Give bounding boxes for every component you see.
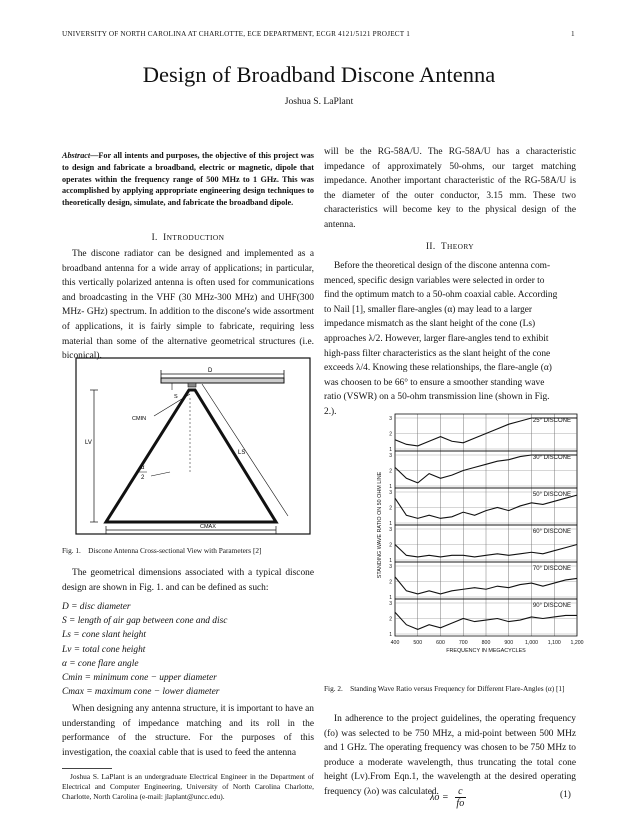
paper-author: Joshua S. LaPlant xyxy=(284,96,354,107)
label-d: D xyxy=(208,368,213,374)
theory-line: approaches λ/2. However, larger flare-angles tend to exhibit xyxy=(324,333,549,344)
theory-line: high-pass filter characteristics as the slant height of the cone xyxy=(324,348,551,359)
label-lv: LV xyxy=(85,440,92,446)
series-label: 50° DISCONE xyxy=(532,492,571,498)
theory-line: menced, specific design variables were selected in order to xyxy=(324,275,545,286)
series-label: 70° DISCONE xyxy=(532,566,571,572)
theory-line: Before the theoretical design of the discone antenna com- xyxy=(334,261,551,271)
x-tick-label: 1,100 xyxy=(547,640,561,646)
section-heading-theory xyxy=(324,241,576,251)
abstract-text: —For all intents and purposes, the objective of this project was to design and fabricate a broadband, electric or magnetic, dipole that operates within the frequency range of 500 MHz to 1 GHz. This was accomplished by applying appropriate engineering design techniques to theoretically design, simulate, and fabricate the broadband dipole. xyxy=(62,151,314,208)
y-tick-label: 2 xyxy=(389,579,392,586)
equation-fraction xyxy=(455,786,465,809)
figure-2-vswr-chart xyxy=(373,410,584,662)
y-axis-label: STANDING WAVE RATIO ON 50 OHM LINE xyxy=(377,471,383,579)
theory-line: was choosen to be 66° to ensure a smoother standing wave xyxy=(324,377,545,388)
y-tick-label: 1 xyxy=(389,632,392,638)
y-tick-label: 3 xyxy=(389,416,392,422)
y-tick-label: 1 xyxy=(389,447,392,453)
definition-item: Lv = total cone height xyxy=(62,644,146,655)
author-footnote: Joshua S. LaPlant is an undergraduate Electrical Engineer in the Department of Electrical and Computer Engineering, University of North Carolina Charlotte, Charlotte, North Carolina (e-mail: jlaplant@uncc.edu). xyxy=(62,772,314,801)
series-label: 30° DISCONE xyxy=(532,455,571,461)
paper-title: Design of Broadband Discone Antenna xyxy=(142,62,496,87)
theory-p2-text: In adherence to the project guidelines, the operating frequency (fo) was selected to be 750 MHz, a mid-point between 500 MHz and 1 GHz. The operating frequency was chosen to be 750 MHz to produce a moderate wavelength, thus truncating the total cone height (Lv).From Eqn.1, the wavelength at the desired operating frequency (λo) was calculated. xyxy=(324,714,576,797)
theory-line: exceeds λ/4. Knowing these relationships, the flare-angle (α) xyxy=(324,363,552,374)
theory-line: ratio (VSWR) on a 50-ohm transmission line (shown in Fig. xyxy=(324,392,550,403)
label-s: S xyxy=(174,394,178,400)
x-tick-label: 400 xyxy=(390,640,400,646)
intro-paragraph-2 xyxy=(62,566,314,595)
definition-item: S = length of air gap between cone and disc xyxy=(62,616,228,627)
definitions-list xyxy=(62,600,314,699)
figure-2-caption xyxy=(324,684,580,694)
cone xyxy=(106,390,276,522)
label-cmax: CMAX xyxy=(200,524,216,530)
disc xyxy=(161,378,284,383)
y-tick-label: 3 xyxy=(389,490,392,496)
definition-item: α = cone flare angle xyxy=(62,658,139,669)
y-tick-label: 3 xyxy=(389,453,392,459)
footnote-rule xyxy=(62,768,112,769)
y-tick-label: 2 xyxy=(389,616,392,623)
y-tick-label: 2 xyxy=(389,542,392,549)
intro-number: I. xyxy=(151,232,158,242)
x-tick-label: 800 xyxy=(481,640,491,646)
abstract-label: Abstract xyxy=(62,151,91,160)
figure-1-discone-diagram xyxy=(62,352,314,542)
label-ls: LS xyxy=(238,450,246,456)
series-label: 25° DISCONE xyxy=(532,418,571,424)
y-tick-label: 2 xyxy=(389,468,392,475)
equation-denominator: fo xyxy=(456,798,465,809)
equation-1 xyxy=(430,786,466,809)
series-label: 90° DISCONE xyxy=(532,603,571,609)
figure-1-caption xyxy=(62,546,314,556)
series-label: 60° DISCONE xyxy=(532,529,571,535)
equation-1-number: (1) xyxy=(560,790,571,800)
x-tick-label: 500 xyxy=(413,640,423,646)
equation-numerator: c xyxy=(455,786,465,798)
intro-first-letter: I xyxy=(163,232,167,242)
definition-item: Cmin = minimum cone − upper diameter xyxy=(62,673,217,684)
page-number: 1 xyxy=(571,30,575,38)
label-two: 2 xyxy=(141,475,145,481)
y-tick-label: 1 xyxy=(389,484,392,490)
theory-number: II. xyxy=(425,241,436,251)
feed-point xyxy=(188,383,196,387)
theory-line: find the optimum match to a 50-ohm coaxial cable. According xyxy=(324,290,558,301)
intro-p2-text: The geometrical dimensions associated with a typical discone design are shown in Fig. 1. and can be defined as such: xyxy=(62,568,314,593)
x-tick-label: 1,000 xyxy=(525,640,538,646)
right-p0-text: will be the RG-58A/U. The RG-58A/U has a characteristic impedance of approximately 50-ohms, our target matching impedance. Another important characteristic of the RG-58A/U is the diameter of the outer conductor, 3.15 mm. These two characteristics will become key to the physical design of the antenna. xyxy=(324,147,576,230)
y-tick-label: 3 xyxy=(389,564,392,570)
theory-paragraph-1 xyxy=(324,259,576,420)
y-tick-label: 2 xyxy=(389,431,392,438)
x-tick-label: 1,200 xyxy=(570,640,584,646)
theory-line: to Nail [1], smaller flare-angles (α) may lead to a larger xyxy=(324,304,533,315)
theory-line: 2.). xyxy=(324,406,337,417)
right-paragraph-0 xyxy=(324,145,576,233)
y-tick-label: 1 xyxy=(389,521,392,527)
y-tick-label: 2 xyxy=(389,505,392,512)
fig1-caption-label: Fig. 1. xyxy=(62,546,81,555)
definition-item: D = disc diameter xyxy=(62,602,131,612)
y-tick-label: 3 xyxy=(389,527,392,533)
x-axis-label: FREQUENCY IN MEGACYCLES xyxy=(446,648,526,654)
label-cmin: CMIN xyxy=(132,416,147,422)
y-tick-label: 1 xyxy=(389,595,392,601)
intro-p3-text: When designing any antenna structure, it is important to have an understanding of impedance matching and its roll in the performance of the structure. For the purposes of this investigation, the coaxial cable that is used to feed the antenna xyxy=(62,704,314,758)
intro-paragraph-1 xyxy=(62,247,314,364)
x-tick-label: 600 xyxy=(436,640,445,646)
intro-title-rest: NTRODUCTION xyxy=(166,233,225,242)
equation-lhs: λo = xyxy=(430,792,449,803)
label-alpha: α xyxy=(141,465,145,471)
running-head: UNIVERSITY OF NORTH CAROLINA AT CHARLOTTE, ECE DEPARTMENT, ECGR 4121/5121 PROJECT 1 xyxy=(62,30,411,38)
intro-paragraph-3 xyxy=(62,702,314,760)
definition-item: Cmax = maximum cone − lower diameter xyxy=(62,687,220,698)
definition-item: Ls = cone slant height xyxy=(62,630,146,641)
theory-first-letter: T xyxy=(440,241,447,251)
intro-p1-text: The discone radiator can be designed and implemented as a broadband antenna for a wide array of applications; in particular, this vertically polarized antenna is often used for communications and broadcasting in the VHF (30 MHz-300 MHz) and UHF(300 MHz- GHz) spectrum. In addition to the discone's wide assortment of applications, it is fairly simple to fabricate, requiring less material than some of the alternative geometrical structures (i.e. biconical). xyxy=(62,249,314,362)
section-heading-introduction xyxy=(62,232,314,242)
fig1-caption-text: Discone Antenna Cross-sectional View with Parameters [2] xyxy=(88,546,262,555)
x-tick-label: 900 xyxy=(504,640,514,646)
abstract xyxy=(62,150,314,209)
theory-line: impedance mismatch as the slant height of the cone (Ls) xyxy=(324,319,536,330)
theory-title-rest: HEORY xyxy=(446,242,475,251)
x-tick-label: 700 xyxy=(458,640,468,646)
fig2-caption-text: Standing Wave Ratio versus Frequency for Different Flare-Angles (α) [1] xyxy=(350,684,565,693)
fig2-caption-label: Fig. 2. xyxy=(324,684,343,693)
y-tick-label: 1 xyxy=(389,558,392,564)
y-tick-label: 3 xyxy=(389,601,392,607)
